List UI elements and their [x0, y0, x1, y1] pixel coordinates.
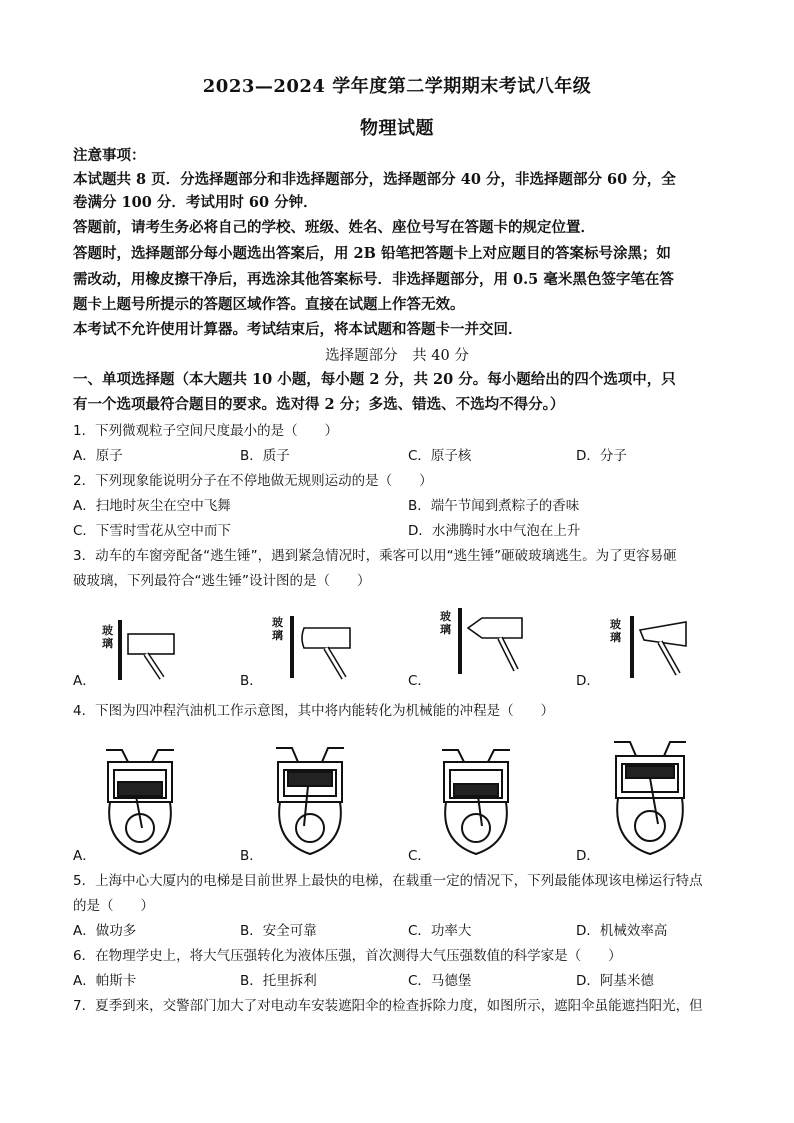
- section-title: 选择题部分 共 40 分: [325, 348, 469, 364]
- option-c: C．下雪时雪花从空中而下: [73, 523, 231, 539]
- question-stem: 6．在物理学史上，将大气压强转化为液体压强，首次测得大气压强数值的科学家是（ ）: [73, 948, 622, 964]
- question-stem: 破玻璃，下列最符合“逃生锤”设计图的是（ ）: [73, 573, 371, 589]
- question-stem: 5．上海中心大厦内的电梯是目前世界上最快的电梯，在载重一定的情况下，下列最能体现该电梯运行特点: [73, 873, 703, 889]
- question-stem: 1．下列微观粒子空间尺度最小的是（ ）: [73, 423, 339, 439]
- notice-line: 答题时，选择题部分每小题选出答案后，用 2B 铅笔把答题卡上对应题目的答案标号涂黑；如: [73, 245, 671, 262]
- option-b: B．安全可靠: [240, 923, 317, 939]
- part-heading: 一、单项选择题（本大题共 10 小题，每小题 2 分，共 20 分。每小题给出的四个选项中，只: [73, 371, 676, 388]
- svg-text:玻: 玻: [272, 616, 283, 629]
- hammer-figure-b: [268, 610, 358, 682]
- option-a: A．扫地时灰尘在空中飞舞: [73, 498, 231, 514]
- option-a: A．原子: [73, 448, 123, 464]
- notice-line: 本考试不允许使用计算器。考试结束后，将本试题和答题卡一并交回．: [73, 321, 523, 338]
- option-a: A．: [73, 673, 96, 689]
- hammer-figure-c: [440, 606, 530, 682]
- hammer-figure-a: [100, 612, 180, 682]
- question-stem: 4．下图为四冲程汽油机工作示意图，其中将内能转化为机械能的冲程是（ ）: [73, 703, 555, 719]
- engine-figure-b: [270, 740, 350, 860]
- exam-subtitle: 物理试题: [360, 118, 434, 139]
- svg-text:璃: 璃: [102, 637, 113, 650]
- option-d: D．机械效率高: [576, 923, 668, 939]
- option-c: C．: [408, 848, 431, 864]
- svg-text:璃: 璃: [272, 629, 283, 642]
- svg-text:玻: 玻: [440, 610, 451, 623]
- engine-figure-c: [436, 742, 516, 860]
- option-a: A．: [73, 848, 96, 864]
- engine-figure-a: [100, 742, 180, 860]
- question-stem: 7．夏季到来，交警部门加大了对电动车安装遮阳伞的检查拆除力度，如图所示，遮阳伞虽能遮挡阳光，但: [73, 998, 703, 1014]
- option-d: D．水沸腾时水中气泡在上升: [408, 523, 581, 539]
- notice-line: 题卡上题号所提示的答题区域作答。直接在试题上作答无效。: [73, 296, 465, 313]
- option-b: B．端午节闻到煮粽子的香味: [408, 498, 580, 514]
- notice-line: 卷满分 100 分．考试用时 60 分钟．: [73, 194, 318, 211]
- option-d: D．分子: [576, 448, 627, 464]
- engine-figure-d: [608, 732, 692, 860]
- option-b: B．托里拆利: [240, 973, 317, 989]
- question-stem: 的是（ ）: [73, 898, 154, 914]
- option-c: C．: [408, 673, 431, 689]
- option-b: B．: [240, 673, 263, 689]
- svg-text:玻: 玻: [102, 624, 113, 637]
- svg-text:玻: 玻: [610, 618, 621, 631]
- notice-heading: 注意事项：: [73, 147, 146, 164]
- option-a: A．做功多: [73, 923, 137, 939]
- option-d: D．: [576, 848, 600, 864]
- option-b: B．: [240, 848, 263, 864]
- svg-text:璃: 璃: [610, 631, 621, 644]
- option-c: C．功率大: [408, 923, 472, 939]
- option-d: D．阿基米德: [576, 973, 654, 989]
- notice-line: 需改动，用橡皮擦干净后，再选涂其他答案标号．非选择题部分，用 0.5 毫米黑色签字笔在答: [73, 271, 674, 288]
- option-a: A．帕斯卡: [73, 973, 137, 989]
- notice-line: 本试题共 8 页．分选择题部分和非选择题部分，选择题部分 40 分，非选择题部分 60 分，全: [73, 171, 676, 188]
- option-c: C．原子核: [408, 448, 472, 464]
- option-d: D．: [576, 673, 600, 689]
- question-stem: 3．动车的车窗旁配备“逃生锤”，遇到紧急情况时，乘客可以用“逃生锤”砸破玻璃逃生。为了更容易砸: [73, 548, 677, 564]
- question-stem: 2．下列现象能说明分子在不停地做无规则运动的是（ ）: [73, 473, 433, 489]
- notice-line: 答题前，请考生务必将自己的学校、班级、姓名、座位号写在答题卡的规定位置．: [73, 219, 595, 236]
- hammer-figure-d: [608, 610, 698, 682]
- option-b: B．质子: [240, 448, 290, 464]
- part-heading: 有一个选项最符合题目的要求。选对得 2 分；多选、错选、不选均不得分。）: [73, 396, 565, 413]
- option-c: C．马德堡: [408, 973, 472, 989]
- exam-title: 2023—2024 学年度第二学期期末考试八年级: [202, 76, 592, 97]
- svg-text:璃: 璃: [440, 623, 451, 636]
